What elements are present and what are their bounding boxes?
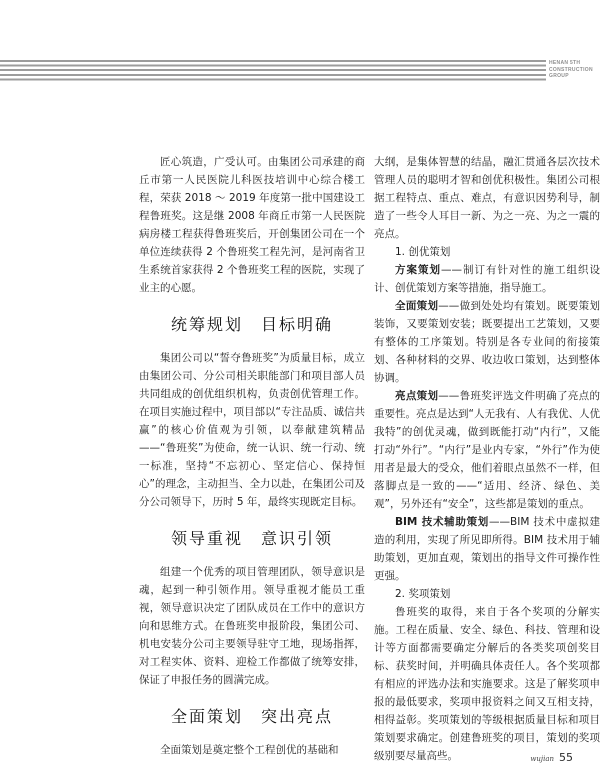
masthead-line: HENAN 5TH: [549, 60, 581, 66]
paragraph: 匠心筑造，广受认可。由集团公司承建的商丘市第一人民医院儿科医技培训中心综合楼工程，荣获 2018 ～ 2019 年度第一批中国建设工程鲁班奖。这是继 2008 年商丘市第一人民医院病房楼工程获得鲁班奖后，开创集团公司在一个单位连续获得 2 个鲁班奖工程先河，是河南省卫生系统首家获得 2 个鲁班奖工程的医院，实现了业主的心愿。: [139, 156, 365, 294]
page-number: 55: [559, 751, 573, 764]
paragraph-lead: 方案策划: [395, 264, 441, 276]
paragraph: 全面策划是奠定整个工程创优的基础和: [160, 744, 339, 756]
paragraph: BIM 技术辅助策划——BIM 技术中虚拟建造的利用，实现了所见即所得。BIM 技术用于辅助策划，更加直观，策划出的指导文件可操作性更强。: [374, 516, 600, 582]
paragraph-lead: 亮点策划: [395, 390, 439, 402]
left-column: [139, 153, 365, 759]
page-footer: [530, 751, 573, 764]
footer-brand: wujian: [530, 755, 554, 763]
paragraph: 集团公司以“誓夺鲁班奖”为质量目标，成立由集团公司、分公司相关职能部门和项目部人员共同组成的创优组织机构，负责创优管理工作。在项目实施过程中，项目部以“专注品质、诚信共赢”的核心价值观为引领，以奉献建筑精品——“鲁班奖”为使命，统一认识、统一行动、统一标准，坚持“不忘初心、坚定信心、保持恒心”的理念，主动担当、全力以赴，在集团公司及分公司领导下，历时 5 年，最终实现既定目标。: [139, 352, 365, 508]
paragraph: 全面策划——做到处处均有策划。既要策划装饰，又要策划安装；既要提出工艺策划，又要有整体的工序策划。特别是各专业间的衔接策划、各种材料的交界、收边收口策划，达到整体协调。: [374, 300, 601, 384]
right-column: [374, 153, 600, 765]
paragraph: 组建一个优秀的项目管理团队，领导意识是魂，起到一种引领作用。领导重视才能员工重视，领导意识决定了团队成员在工作中的意识方向和思维方式。在鲁班奖申报阶段，集团公司、机电安装分公司主要领导驻守工地，现场指挥，对工程实体、资料、迎检工作都做了统筹安排，保证了申报任务的圆满完成。: [139, 566, 365, 686]
sub-heading: 2. 奖项策划: [395, 588, 451, 600]
paragraph-lead: 全面策划: [395, 300, 439, 312]
sub-heading: 1. 创优策划: [395, 246, 451, 258]
paragraph: 大纲，是集体智慧的结晶，融汇贯通各层次技术管理人员的聪明才智和创优积极性。集团公司根据工程特点、重点、难点，有意识因势利导，制造了一些令人耳目一新、为之一亮、为之一震的亮点。: [374, 156, 600, 240]
section-heading: 领导重视 意识引领: [170, 529, 333, 548]
paragraph-lead: BIM 技术辅助策划: [395, 516, 490, 528]
section-heading: 全面策划 突出亮点: [170, 707, 333, 726]
paragraph: 鲁班奖的取得，来自于各个奖项的分解实施。工程在质量、安全、绿色、科技、管理和设计等方面都需要确定分解后的各类奖项创奖目标、获奖时间，并明确具体责任人。各个奖项都有相应的评选办法和实施要求。这是了解奖项申报的最低要求，奖项申报资料之间又互相支持，相得益彰。奖项策划的等级根据质量目标和项目策划要求确定。创建鲁班奖的项目，策划的奖项级别要尽量高些。: [374, 606, 600, 762]
masthead-logo-text: [549, 60, 593, 80]
masthead-line: GROUP: [549, 73, 569, 79]
decorative-stripes: [0, 60, 546, 81]
paragraph: 方案策划——制订有针对性的施工组织设计、创优策划方案等措施，指导施工。: [374, 264, 600, 294]
section-heading: 统筹规划 目标明确: [170, 315, 333, 334]
paragraph: 亮点策划——鲁班奖评选文件明确了亮点的重要性。亮点是达到“人无我有、人有我优、人优我特”的创优灵魂，做到既能打动“内行”，又能打动“外行”。“内行”是业内专家，“外行”作为使用者是最大的受众，他们着眼点虽然不一样，但落脚点是一致的——“适用、经济、绿色、美观”，另外还有“安全”，这些都是策划的重点。: [374, 390, 601, 510]
masthead-line: CONSTRUCTION: [549, 66, 593, 73]
